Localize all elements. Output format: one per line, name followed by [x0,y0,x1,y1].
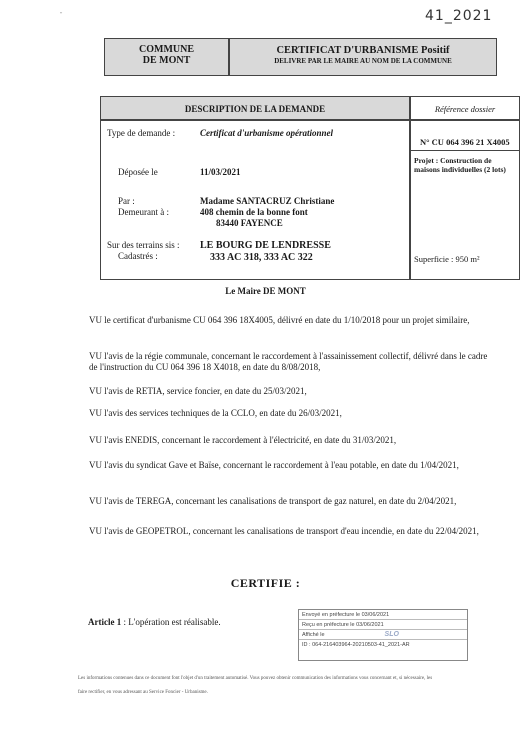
article-1 [88,617,221,627]
handwritten-reference: 41_2021 [425,8,493,24]
reference-title: Référence dossier [434,104,496,114]
footer-line2: faire rectifier, en vous adressant au Service Foncier - Urbanisme. [78,690,208,695]
demeurant-label: Demeurant à : [118,207,169,217]
stamp-posted-label: Affiché le [302,632,325,638]
vu-paragraph: VU l'avis de RETIA, service foncier, en date du 25/03/2021, [89,386,307,396]
stamp-received: Reçu en préfecture le 03/06/2021 [299,620,467,630]
stamp-id: ID : 064-216403964-20210503-41_2021-AR [302,642,410,648]
applicant-address2: 83440 FAYENCE [216,218,283,228]
stamp-posted [299,630,467,640]
terrain-value: LE BOURG DE LENDRESSE [200,240,331,251]
description-title-box [100,96,410,120]
reference-divider [410,150,520,151]
cadastres-label: Cadastrés : [118,251,158,261]
superficie: Superficie : 950 m² [414,254,480,264]
commune-line1: COMMUNE [139,44,194,55]
certificate-title-box [229,38,497,76]
scan-mark: " [60,12,63,18]
type-label: Type de demande : [107,128,176,138]
vu-paragraph: VU le certificat d'urbanisme CU 064 396 18X4005, délivré en date du 1/10/2018 pour un projet similaire, [89,315,470,325]
commune-line2: DE MONT [142,55,191,66]
certificate-subtitle: DELIVRE PAR LE MAIRE AU NOM DE LA COMMUNE [274,57,452,65]
par-label: Par : [118,196,135,206]
type-value: Certificat d'urbanisme opérationnel [200,128,334,138]
projet-text: Projet : Construction de maisons individuelles (2 lots) [414,156,506,174]
commune-box [104,38,229,76]
applicant-name: Madame SANTACRUZ Christiane [200,196,335,206]
vu-paragraph: VU l'avis ENEDIS, concernant le raccordement à l'électricité, en date du 31/03/2021, [89,435,397,445]
reference-title-box [410,96,520,120]
prefecture-stamp [298,609,468,661]
reference-value: N° CU 064 396 21 X4005 [420,137,510,147]
deposee-value: 11/03/2021 [200,167,241,177]
vu-paragraph: VU l'avis des services techniques de la CCLO, en date du 26/03/2021, [89,408,342,418]
deposee-label: Déposée le [118,167,158,177]
vu-paragraph: VU l'avis du syndicat Gave et Baïse, concernant le raccordement à l'eau potable, en date du 1/04/2021, [89,460,459,470]
stamp-sent: Envoyé en préfecture le 03/06/2021 [299,610,467,620]
applicant-address1: 408 chemin de la bonne font [200,207,308,217]
vu-paragraph: VU l'avis de la régie communale, concernant le raccordement à l'assainissement collectif, délivré dans le cadre de l'instruction du CU 064 396 18 X4018, en date du 8/08/2018, [89,351,488,372]
footer-line1: Les informations contenues dans ce document font l'objet d'un traitement automatisé. Vous pouvez obtenir communication des informations vous concernant et, si nécessaire, les [78,676,433,681]
slo-logo: SLO [384,631,399,638]
certificate-title: CERTIFICAT D'URBANISME Positif [276,45,450,56]
description-title: DESCRIPTION DE LA DEMANDE [184,104,326,114]
article-1-text: : L'opération est réalisable. [121,617,221,627]
vu-paragraph: VU l'avis de TEREGA, concernant les canalisations de transport de gaz naturel, en date du 2/04/2021, [89,496,457,506]
vu-paragraph: VU l'avis de GEOPETROL, concernant les canalisations de transport d'eau incendie, en date du 22/04/2021, [89,526,479,536]
certifie-heading: CERTIFIE : [230,576,301,590]
article-1-label: Article 1 [88,617,122,627]
maire-title: Le Maire DE MONT [225,286,306,296]
cadastre-value: 333 AC 318, 333 AC 322 [210,252,313,263]
terrains-label: Sur des terrains sis : [107,240,180,250]
